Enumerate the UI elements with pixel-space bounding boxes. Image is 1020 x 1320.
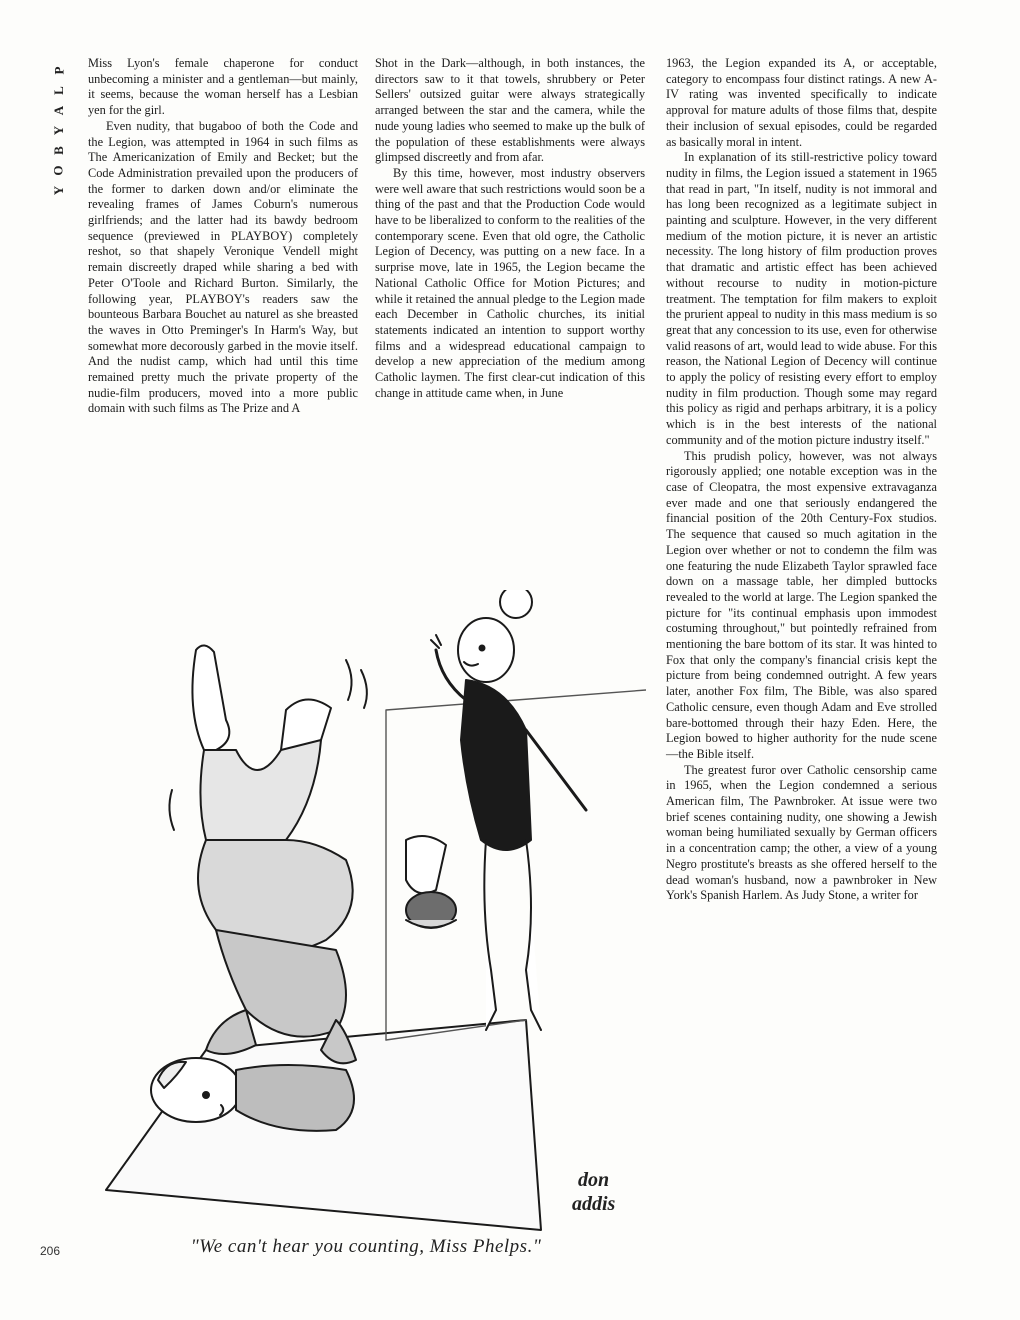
artist-signature-line2: addis — [572, 1193, 616, 1215]
mirror-reflection — [406, 836, 456, 928]
paragraph: Miss Lyon's female chaperone for conduct unbecoming a minister and a gentleman—but mainly, it seems, because the woman herself has a Lesbian yen for the girl. — [88, 56, 358, 118]
cartoon-caption: "We can't hear you counting, Miss Phelps." — [190, 1236, 542, 1257]
masthead-letter: O — [51, 164, 66, 176]
paragraph: The greatest furor over Catholic censorship came in 1965, when the Legion condemned a serious American film, The Pawnbroker. At issue were two brief scenes containing nudity, one showing a Jewish woman being humiliated sexually by German officers in a concentration camp; the other, a view of a young Negro prostitute's breasts as she offered herself to the dead woman's husband, now a pawnbroker in New York's Spanish Harlem. As Judy Stone, a writer for — [666, 762, 937, 903]
paragraph: By this time, however, most industry observers were well aware that such restrictions would soon be a thing of the past and that the Production Code would have to be liberalized to conform to the realities of the contemporary scene. Even that old ogre, the Catholic Legion of Decency, was putting on a new face. In a surprise move, late in 1965, the Legion became the National Catholic Office for Motion Pictures; and while it retained the annual pledge to the Legion made each December in Catholic churches, its initial statements indicated an intention to support worthy films and a widespread educational campaign to develop a new appreciation of the medium among Catholic laymen. The first clear-cut indication of this change in attitude came when, in June — [375, 165, 645, 400]
headstand-head — [151, 1058, 241, 1122]
paragraph: Even nudity, that bugaboo of both the Code and the Legion, was attempted in 1964 in such films as The Americanization of Emily and Becket; but the Code Administration prevailed upon the producers of the former to darken down and/or eliminate the revealing frames of James Coburn's numerous girlfriends; and the latter had its bawdy bedroom sequence (previewed in PLAYBOY) completely reshot, so that shapely Veronique Vendell might remain discreetly draped while sharing a bed with Peter O'Toole and Richard Burton. Similarly, the following year, PLAYBOY's readers saw the bounteous Barbara Bouchet au naturel as she breasted the waves in Otto Preminger's In Harm's Way, but somewhat more decorously garbed in the movie itself. And the nudist camp, which had until this time remained pretty much the private property of the nudie-film producers, moved into a more public domain with such films as The Prize and A — [88, 118, 358, 416]
masthead-letter: B — [50, 145, 66, 155]
masthead-letter: L — [50, 85, 66, 95]
article-column-1 — [88, 56, 358, 417]
masthead-letter: Y — [50, 124, 66, 136]
instructor-leotard — [461, 680, 531, 850]
paragraph: Shot in the Dark—although, in both instances, the directors saw to it that towels, shrubbery or Peter Sellers' outsized guitar were always strategically arranged between the star and the camera, while the nude young ladies who seemed to make up the bulk of the population of these establishments were always glimpsed discreetly and from afar. — [375, 56, 645, 165]
paragraph: In explanation of its still-restrictive policy toward nudity in films, the Legion issued a statement in 1965 that read in part, "In itself, nudity is not immoral and has long been recognized as a legitimate subject in painting and sculpture. However, in the very different medium of the motion picture, it is never an artistic necessity. The long history of film production proves that dramatic and artistic effect has been achieved without recourse to nudity in motion-picture treatment. The temptation for film makers to exploit the prurient appeal to nudity in this mass medium is so great that any concession to its use, even for otherwise valid reasons of art, would lead to wide abuse. For this reason, the National Legion of Decency will continue to apply the policy of resisting every effort to employ nudity in film production. Though some may regard this policy as rigid and perhaps arbitrary, it is a policy which is in the best interests of the national community and of the motion picture industry itself." — [666, 150, 937, 447]
masthead-letter: Y — [50, 184, 66, 196]
page-number: 206 — [40, 1244, 61, 1258]
paragraph: This prudish policy, however, was not always rigorously applied; one notable exception was in the case of Cleopatra, the most expensive extravaganza ever made and one that seriously endangered the financial position of the 20th Century-Fox studios. The sequence that caused so much agitation in the Legion over whether or not to condemn the film was one featuring the nude Elizabeth Taylor sprawled face down on a massage table, her dimpled buttocks revealed to the world at large. The Legion spanked the picture for "its continual emphasis upon immodest costuming throughout," but pointedly refrained from mentioning the bare bottom of its star. It was hinted to Fox that only the company's financial crisis kept the picture from being condemned outright. A few years later, another Fox film, The Bible, was also spared Catholic censure, even though Adam and Eve strolled bare-bottomed through their hazy Eden. Here, the Legion bowed to higher authority for the nude scene—the Bible itself. — [666, 448, 937, 761]
article-column-2 — [375, 56, 645, 401]
masthead-letter: P — [50, 65, 66, 75]
cartoon-illustration — [86, 590, 646, 1238]
instructor-woman — [431, 590, 586, 1030]
playboy-masthead — [48, 60, 70, 200]
paragraph: 1963, the Legion expanded its A, or acceptable, category to encompass four distinct ratings. A new A-IV rating was invented specifically to indicate approval for mature adults of those films that, despite their inclusion of sexual episodes, could be regarded as basically moral in intent. — [666, 56, 937, 149]
masthead-letter: A — [50, 104, 66, 116]
motion-lines — [346, 660, 367, 708]
artist-signature-line1: don — [578, 1169, 610, 1191]
article-column-3 — [666, 56, 937, 904]
